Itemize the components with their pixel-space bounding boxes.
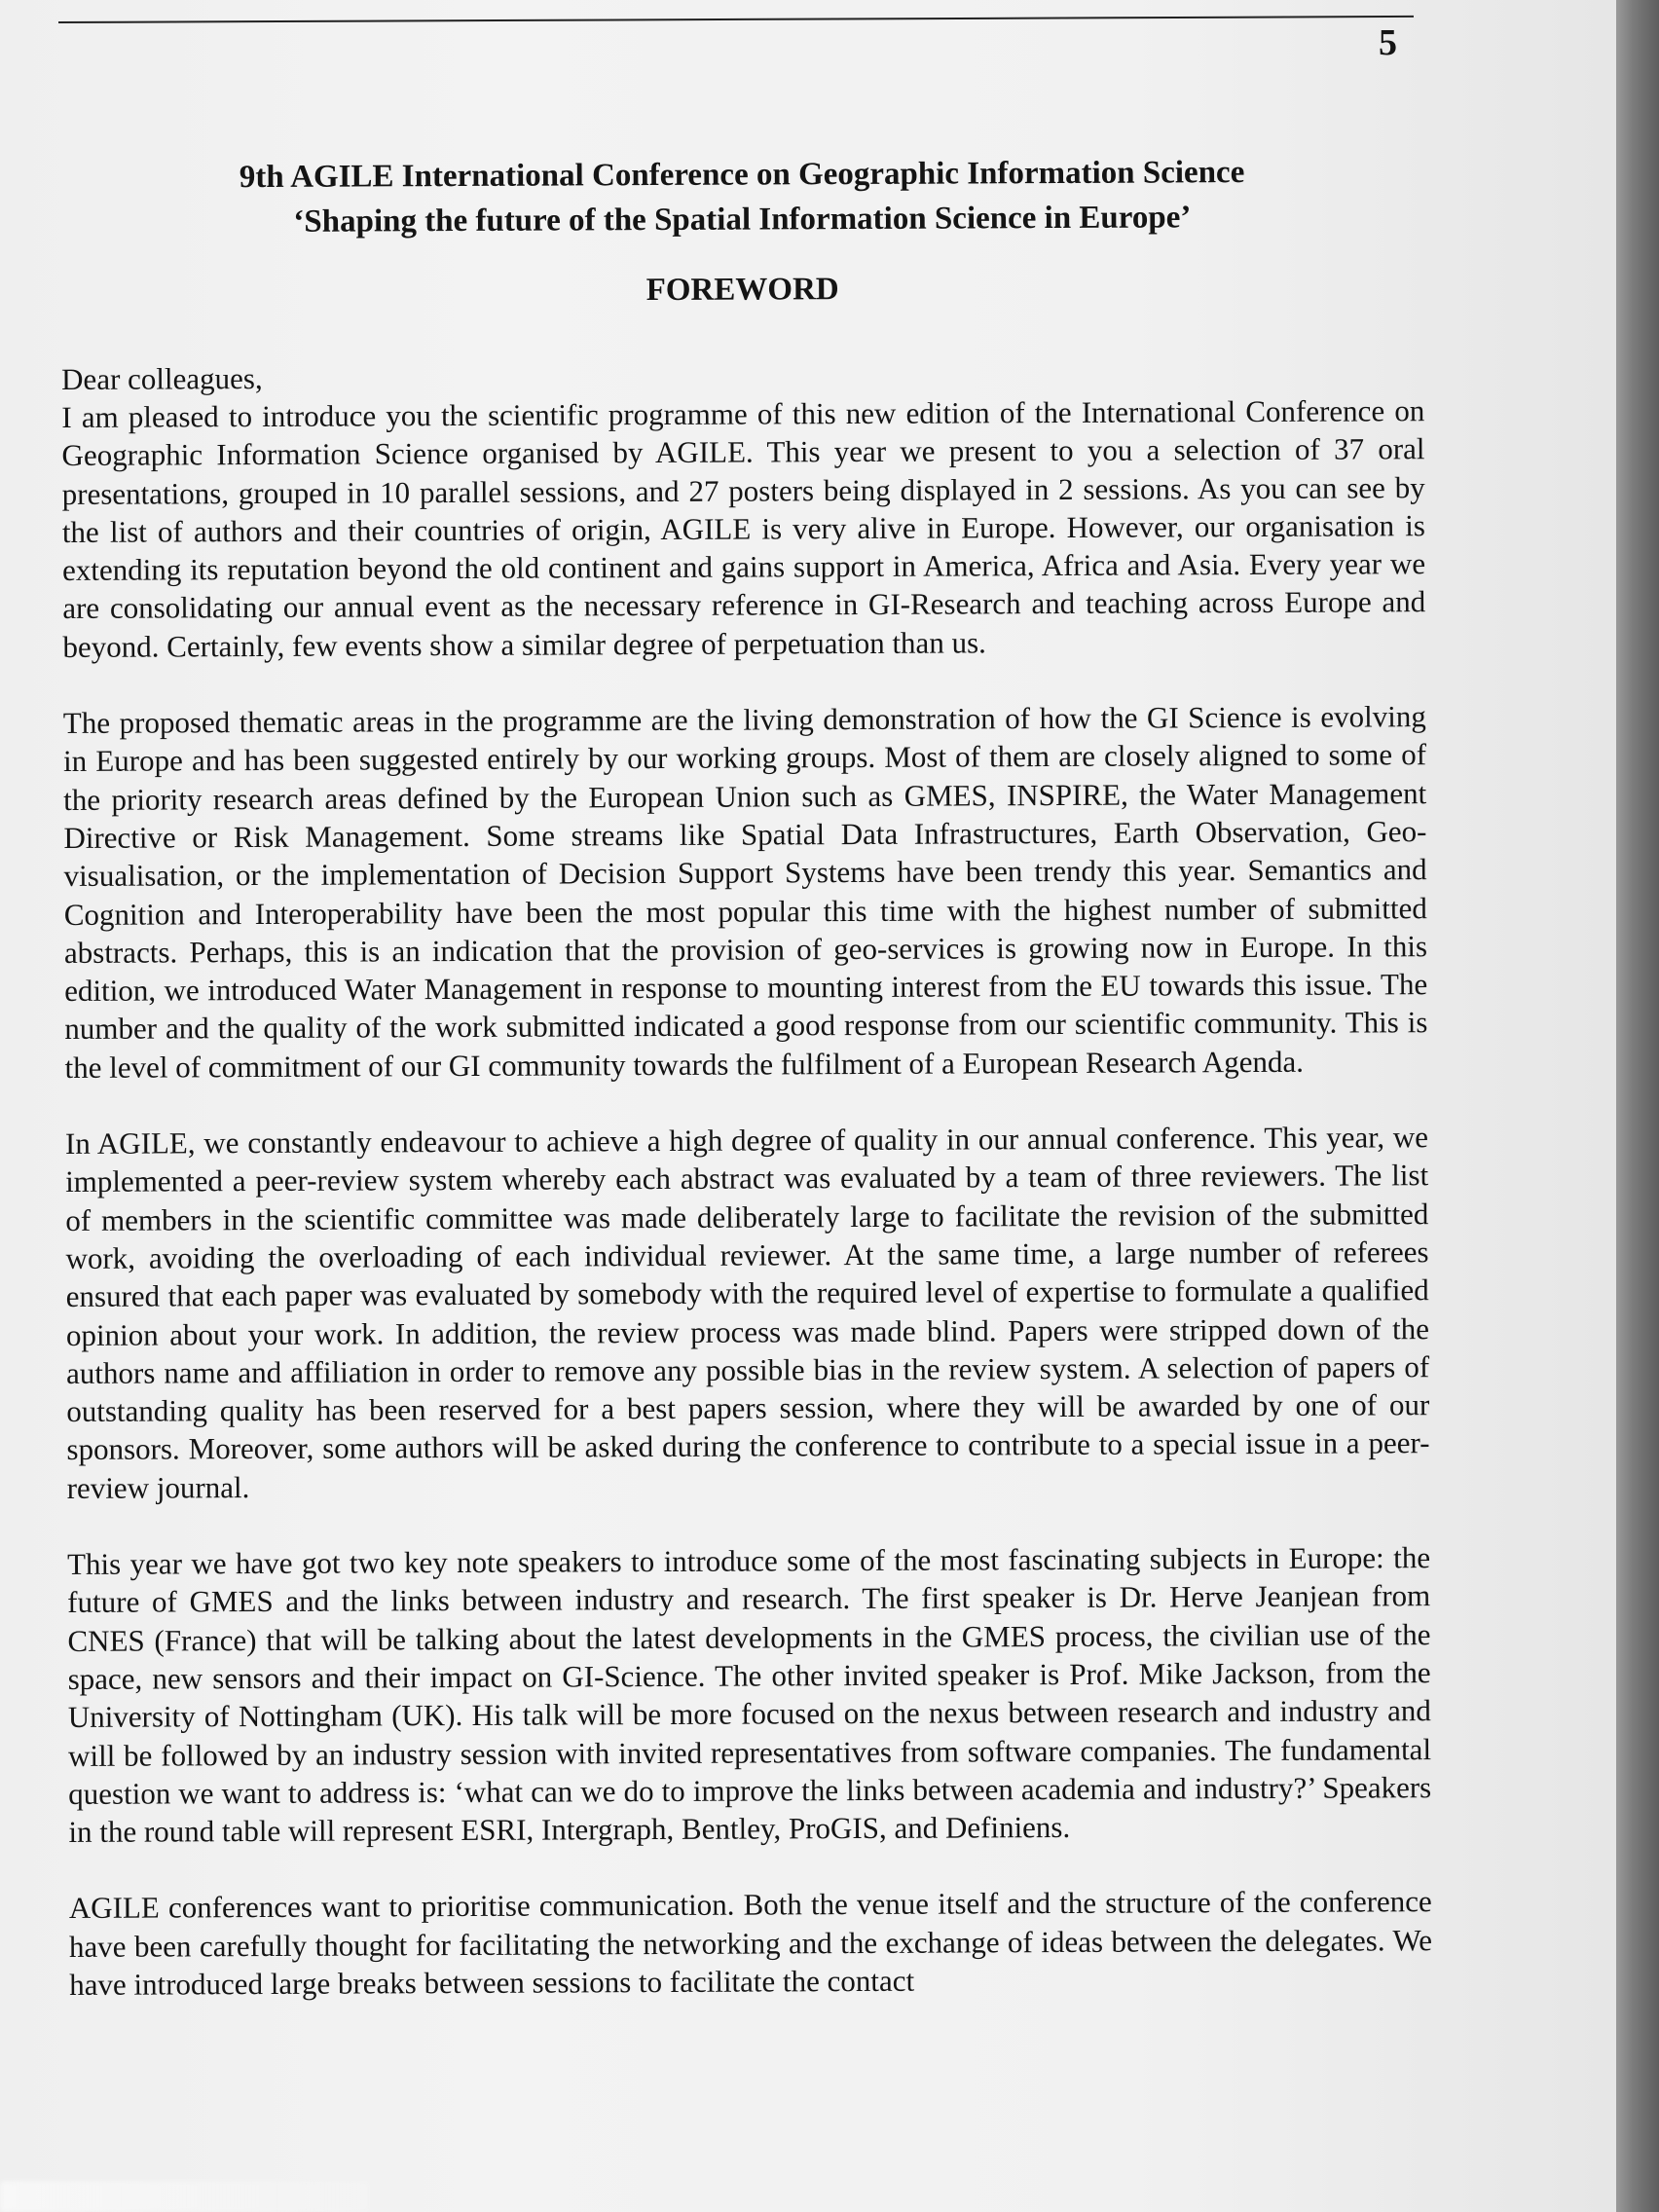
page-number: 5 — [1379, 22, 1397, 63]
paragraph-intro: I am pleased to introduce you the scientific programme of this new edition of the International Conference on Geographic Information Science organised by AGILE. This year we present to you a selection of 37 oral presentations, grouped in 10 parallel sessions, and 27 posters being displayed in 2 sessions. As you can see by the list of authors and their countries of origin, AGILE is very alive in Europe. However, our organisation is extending its reputation beyond the old continent and gains support in America, Africa and Asia. Every year we are consolidating our annual event as the necessary reference in GI-Research and teaching across Europe and beyond. Certainly, few events show a similar degree of perpetuation than us. — [61, 393, 1426, 664]
page-content — [60, 149, 1432, 2042]
header-rule — [58, 16, 1414, 23]
watermark-overlay — [0, 2181, 370, 2212]
paragraph-keynote-speakers: This year we have got two key note speakers to introduce some of the most fascinating subjects in Europe: the future of GMES and the links between industry and research. The first speaker is Dr. Herve Jeanjean from CNES (France) that will be talking about the latest developments in the GMES process, the civilian use of the space, new sensors and their impact on GI-Science. The other invited speaker is Prof. Mike Jackson, from the University of Nottingham (UK). His talk will be more focused on the nexus between research and industry and will be followed by an industry session with invited representatives from software companies. The fundamental question we want to address is: ‘what can we do to improve the links between academia and industry?’ Speakers in the round table will represent ESRI, Intergraph, Bentley, ProGIS, and Definiens. — [66, 1540, 1432, 1850]
page-edge-shadow — [1616, 0, 1659, 2212]
greeting: Dear colleagues, — [61, 360, 263, 396]
paragraph-peer-review: In AGILE, we constantly endeavour to achieve a high degree of quality in our annual conference. This year, we implemented a peer-review system whereby each abstract was evaluated by a team of three reviewers. The list of members in the scientific committee was made deliberately large to facilitate the revision of the submitted work, avoiding the overloading of each individual reviewer. At the same time, a large number of referees ensured that each paper was evaluated by somebody with the required level of expertise to formulate a qualified opinion about your work. In addition, the review process was made blind. Papers were stripped down of the authors name and affiliation in order to remove any possible bias in the review system. A selection of papers of outstanding quality has been reserved for a best papers session, where they will be awarded by one of our sponsors. Moreover, some authors will be asked during the conference to contribute to a special issue in a peer-review journal. — [64, 1120, 1430, 1505]
paragraph-thematic-areas: The proposed thematic areas in the programme are the living demonstration of how the GI Science is evolving in Europe and has been suggested entirely by our working groups. Most of them are closely aligned to some of the priority research areas defined by the European Union such as GMES, INSPIRE, the Water Management Directive or Risk Management. Some streams like Spatial Data Infrastructures, Earth Observation, Geo-visualisation, or the implementation of Decision Support Systems have been trendy this year. Semantics and Cognition and Interoperability have been the most popular this time with the highest number of submitted abstracts. Perhaps, this is an indication that the provision of geo-services is growing now in Europe. In this edition, we introduced Water Management in response to mounting interest from the EU towards this issue. The number and the quality of the work submitted indicated a good response from our scientific community. This is the level of commitment of our GI community towards the fulfilment of a European Research Agenda. — [62, 699, 1428, 1085]
paragraph-communication: AGILE conferences want to prioritise communication. Both the venue itself and the structure of the conference have been carefully thought for facilitating the networking and the exchange of ideas between the delegates. We have introduced large breaks between sessions to facilitate the contact — [68, 1884, 1433, 2002]
foreword-heading: FOREWORD — [645, 272, 839, 309]
conference-title: 9th AGILE International Conference on Geographic Information Science — [239, 155, 1245, 196]
conference-subtitle: ‘Shaping the future of the Spatial Information Science in Europe’ — [293, 200, 1192, 240]
